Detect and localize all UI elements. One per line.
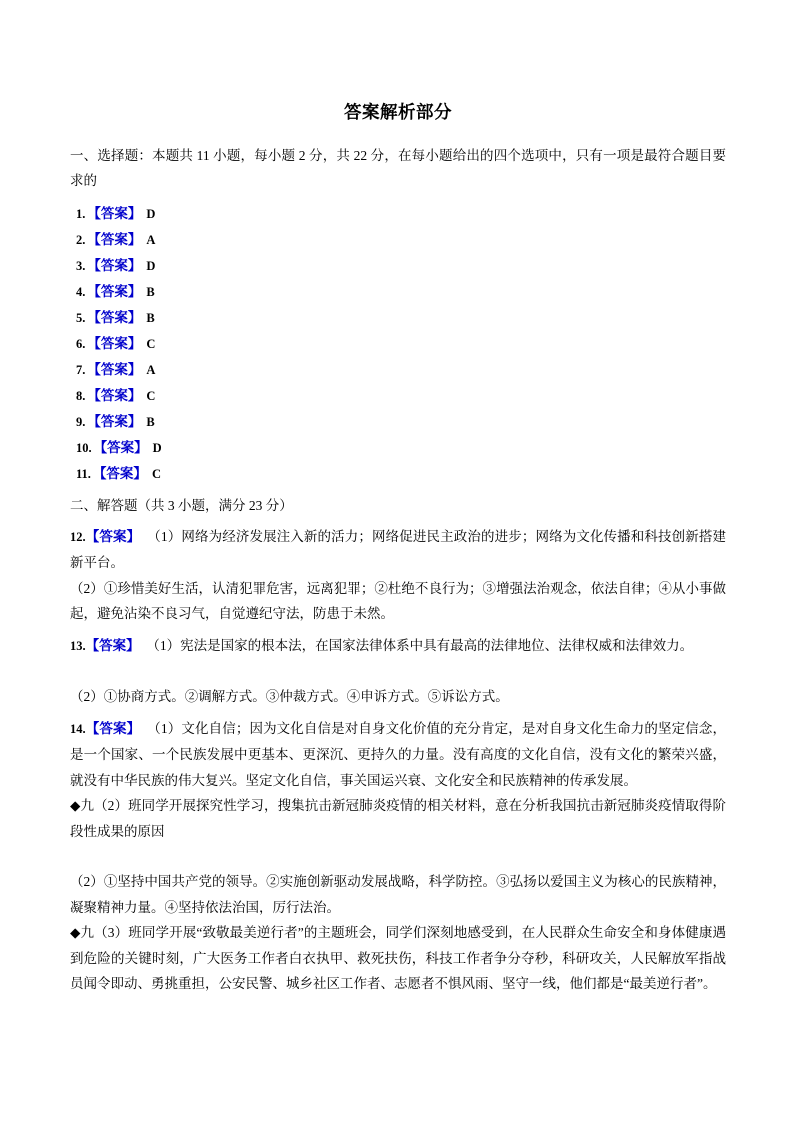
answer-row bbox=[70, 331, 726, 357]
section-heading-essay: 二、解答题（共 3 小题，满分 23 分） bbox=[70, 497, 293, 513]
answer-value: C bbox=[146, 388, 156, 403]
answer-row bbox=[70, 461, 726, 487]
answer-tag: 【答案】 bbox=[87, 387, 142, 403]
answer-value: C bbox=[151, 466, 161, 481]
answer-value: A bbox=[146, 232, 156, 247]
answer-row bbox=[70, 383, 726, 409]
essay-13-part1 bbox=[70, 633, 726, 660]
answer-tag: 【答案】 bbox=[87, 257, 142, 273]
answer-number: 1. bbox=[76, 206, 86, 221]
essay-12-part1 bbox=[70, 524, 726, 576]
essay-answer-12 bbox=[70, 524, 726, 627]
answer-number: 3. bbox=[76, 258, 86, 273]
essay-12-part1-text: （1）网络为经济发展注入新的活力；网络促进民主政治的进步；网络为文化传播和科技创新搭建新平台。 bbox=[70, 528, 727, 570]
answer-tag: 【答案】 bbox=[85, 637, 140, 653]
essay-12-part2: （2）①珍惜美好生活，认清犯罪危害，远离犯罪；②杜绝不良行为；③增强法治观念，依法自律；④从小事做起，避免沾染不良习气，自觉遵纪守法，防患于未然。 bbox=[70, 580, 726, 621]
essay-number: 12. bbox=[70, 529, 86, 544]
answer-value: D bbox=[146, 258, 156, 273]
choice-answer-list bbox=[70, 201, 726, 487]
essay-number: 13. bbox=[70, 638, 86, 653]
essay-14-part1 bbox=[70, 716, 726, 794]
essay-13-part2: （2）①协商方式。②调解方式。③仲裁方式。④申诉方式。⑤诉讼方式。 bbox=[70, 689, 509, 704]
essay-14-note1: ◆九（2）班同学开展探究性学习，搜集抗击新冠肺炎疫情的相关材料，意在分析我国抗击新冠肺炎疫情取得阶段性成果的原因 bbox=[70, 798, 726, 839]
answer-number: 10. bbox=[76, 440, 92, 455]
page-title: 答案解析部分 bbox=[344, 102, 452, 122]
answer-number: 6. bbox=[76, 336, 86, 351]
blank-line-spacer bbox=[70, 659, 726, 684]
answer-number: 4. bbox=[76, 284, 86, 299]
answer-tag: 【答案】 bbox=[93, 439, 148, 455]
answer-value: B bbox=[146, 310, 155, 325]
section-heading-choice: 一、选择题：本题共 11 小题，每小题 2 分，共 22 分，在每小题给出的四个选项中，只有一项是最符合题目要求的 bbox=[70, 147, 726, 188]
answer-row bbox=[70, 279, 726, 305]
answer-number: 8. bbox=[76, 388, 86, 403]
answer-number: 9. bbox=[76, 414, 86, 429]
answer-value: D bbox=[152, 440, 162, 455]
answer-tag: 【答案】 bbox=[87, 335, 142, 351]
answer-row bbox=[70, 409, 726, 435]
answer-number: 7. bbox=[76, 362, 86, 377]
answer-tag: 【答案】 bbox=[87, 205, 142, 221]
answer-tag: 【答案】 bbox=[85, 528, 141, 544]
answer-value: D bbox=[146, 206, 156, 221]
essay-13-part1-text: （1）宪法是国家的根本法，在国家法律体系中具有最高的法律地位、法律权威和法律效力。 bbox=[146, 637, 694, 653]
answer-tag: 【答案】 bbox=[87, 309, 142, 325]
answer-number: 2. bbox=[76, 232, 86, 247]
answer-row bbox=[70, 435, 726, 461]
answer-row bbox=[70, 357, 726, 383]
essay-14-note2: ◆九（3）班同学开展“致敬最美逆行者”的主题班会，同学们深刻地感受到，在人民群众生命安全和身体健康遇到危险的关键时刻，广大医务工作者白衣执甲、救死扶伤，科技工作者争分夺秒，科研攻关，人民解放军指战员闻令即动、勇挑重担，公安民警、城乡社区工作者、志愿者不惧风雨、坚守一线，他们都是“最美逆行者”。 bbox=[70, 925, 726, 991]
answer-number: 5. bbox=[76, 310, 86, 325]
answer-row bbox=[70, 305, 726, 331]
answer-row bbox=[70, 201, 726, 227]
essay-14-part2: （2）①坚持中国共产党的领导。②实施创新驱动发展战略，科学防控。③弘扬以爱国主义为核心的民族精神，凝聚精神力量。④坚持依法治国，厉行法治。 bbox=[70, 874, 726, 915]
answer-value: B bbox=[146, 284, 155, 299]
answer-number: 11. bbox=[76, 466, 91, 481]
answer-tag: 【答案】 bbox=[92, 465, 147, 481]
answer-value: B bbox=[146, 414, 155, 429]
document-content bbox=[70, 100, 726, 997]
essay-answer-13 bbox=[70, 633, 726, 710]
answer-tag: 【答案】 bbox=[87, 283, 142, 299]
answer-row bbox=[70, 227, 726, 253]
blank-line-spacer bbox=[70, 844, 726, 869]
answer-tag: 【答案】 bbox=[87, 231, 142, 247]
answer-row bbox=[70, 253, 726, 279]
answer-value: C bbox=[146, 336, 156, 351]
answer-tag: 【答案】 bbox=[87, 413, 142, 429]
essay-answer-14 bbox=[70, 716, 726, 997]
answer-value: A bbox=[146, 362, 156, 377]
essay-14-part1-text: （1）文化自信；因为文化自信是对自身文化价值的充分肯定，是对自身文化生命力的坚定信念，是一个国家、一个民族发展中更基本、更深沉、更持久的力量。没有高度的文化自信，没有文化的繁荣兴盛，就没有中华民族的伟大复兴。坚定文化自信，事关国运兴衰、文化安全和民族精神的传承发展。 bbox=[70, 720, 727, 788]
answer-tag: 【答案】 bbox=[85, 720, 141, 736]
essay-number: 14. bbox=[70, 721, 86, 736]
answer-tag: 【答案】 bbox=[87, 361, 142, 377]
